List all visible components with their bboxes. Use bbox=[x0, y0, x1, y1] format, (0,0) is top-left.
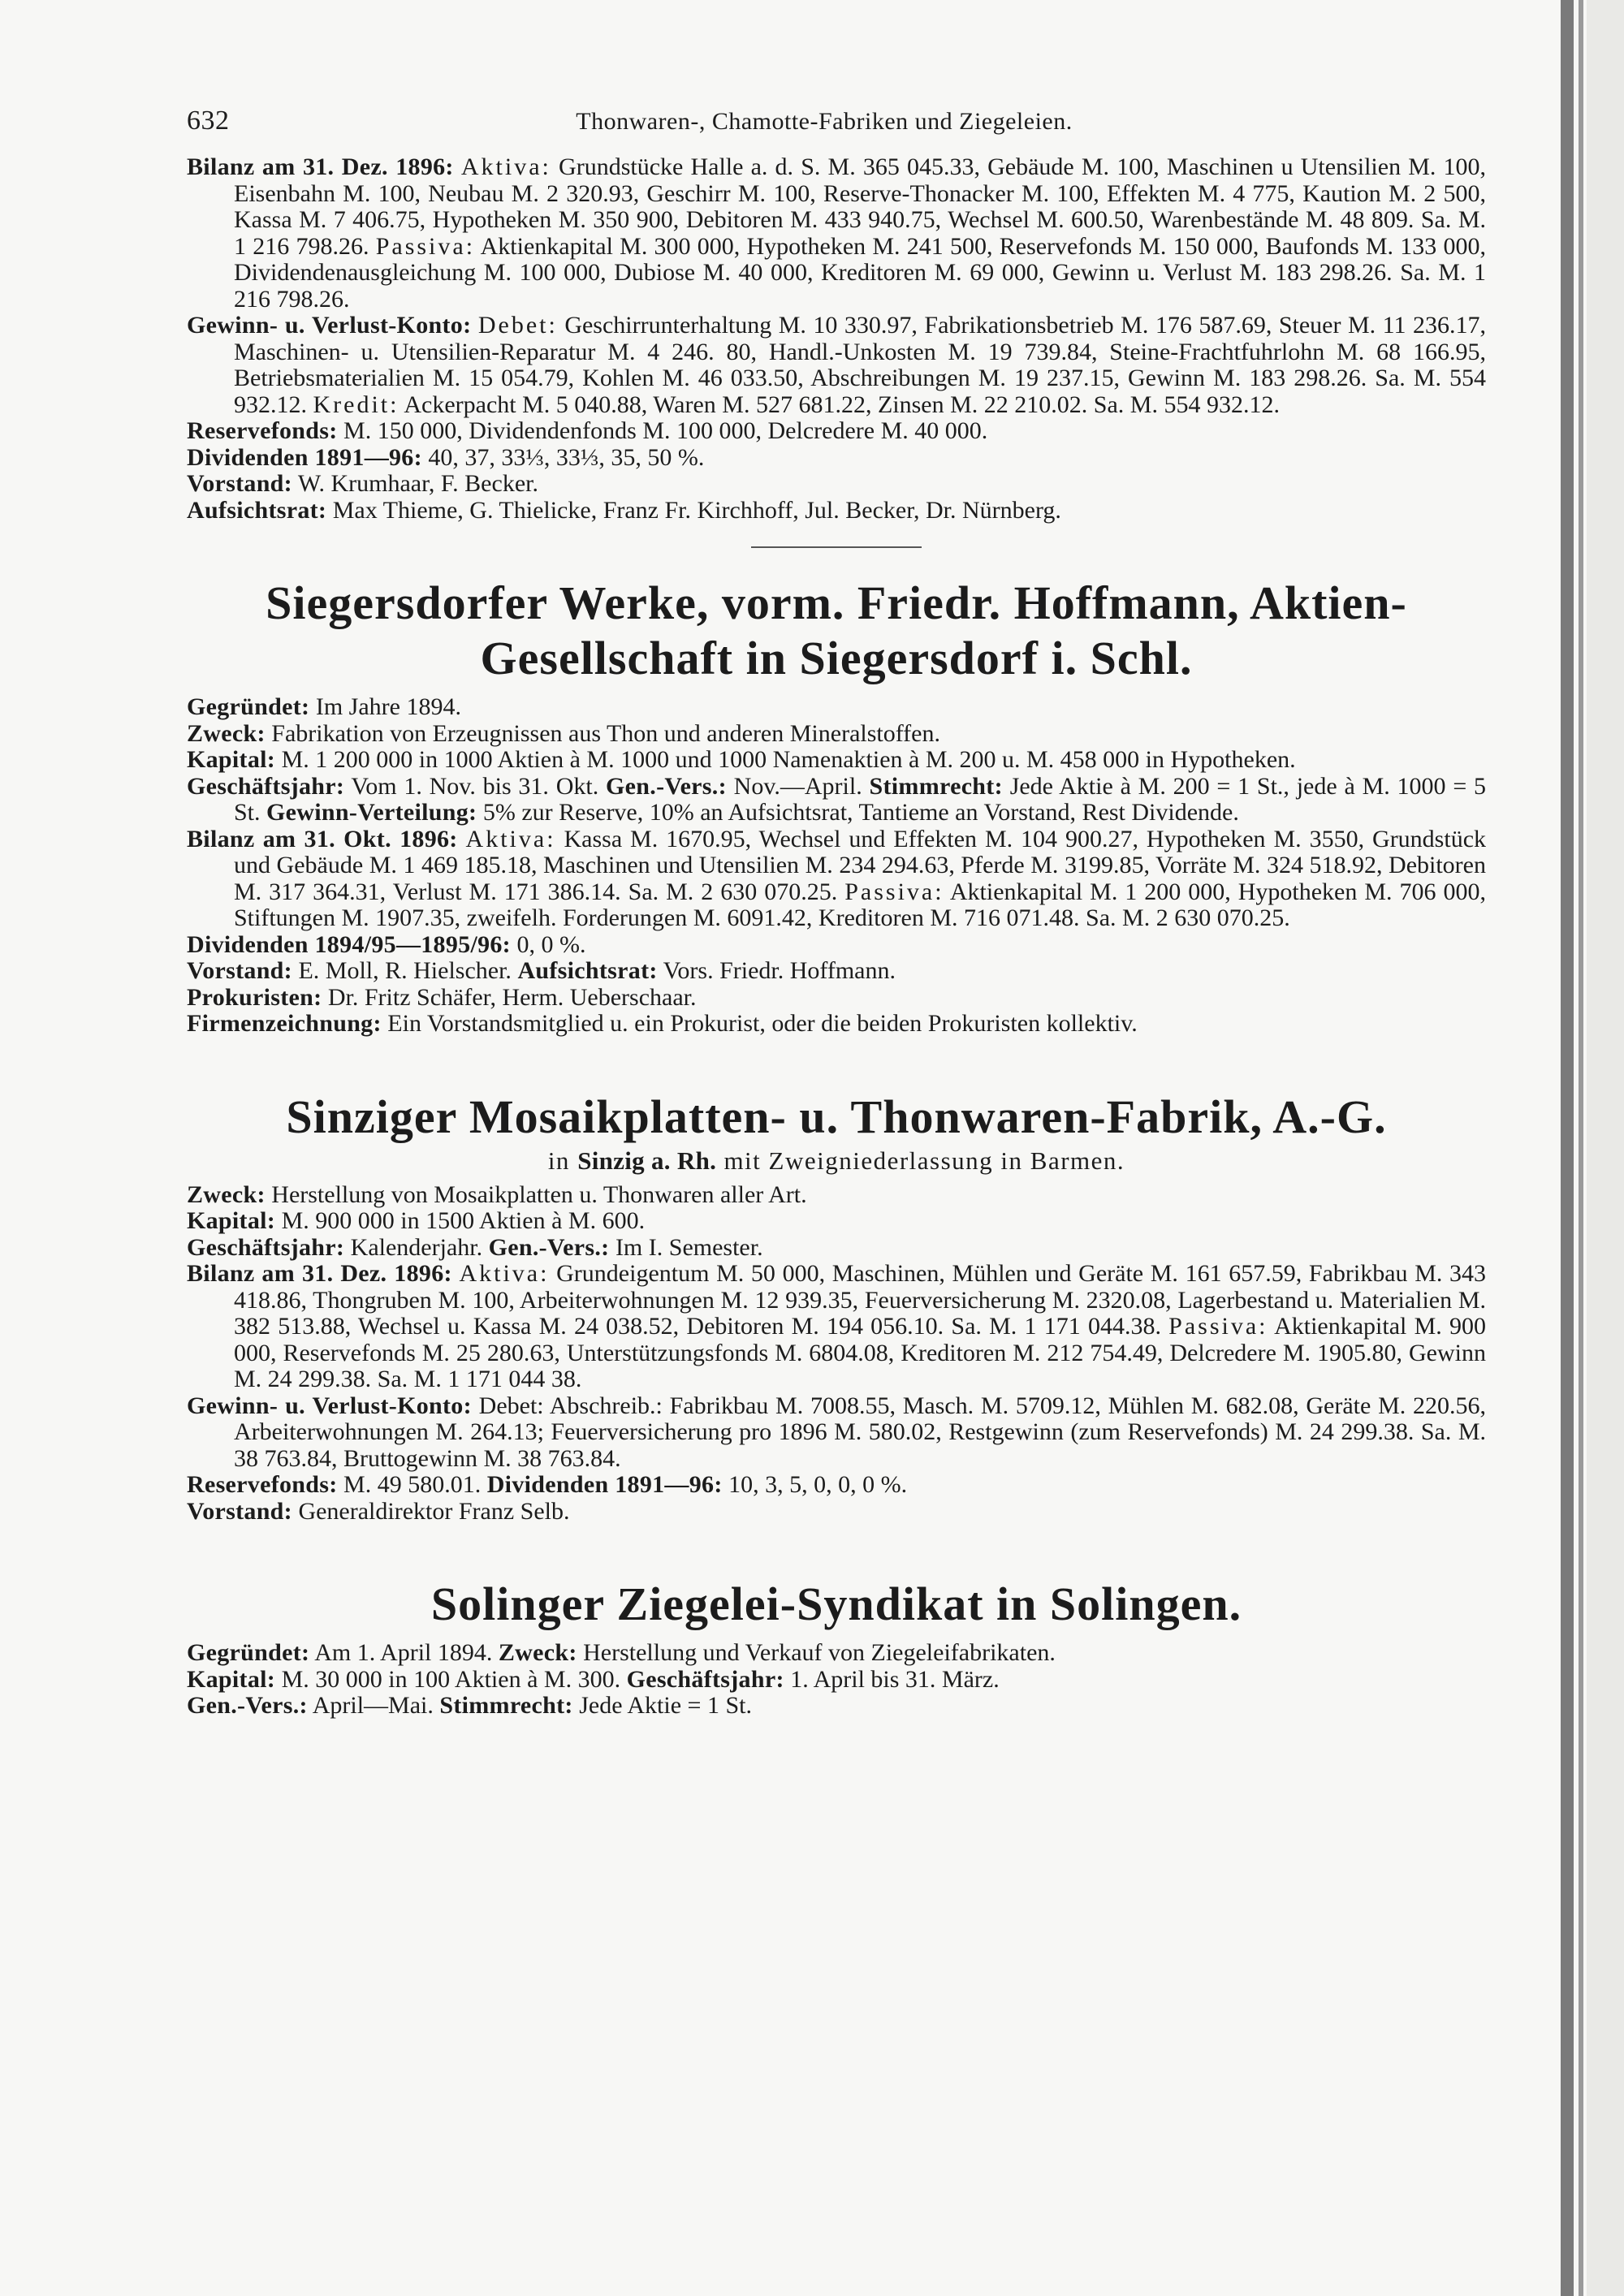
gegruendet-text: Im Jahre 1894. bbox=[315, 693, 461, 720]
kapital-key: Kapital: bbox=[187, 1665, 276, 1693]
gegruendet-key: Gegründet: bbox=[187, 693, 310, 720]
guv-entry bbox=[187, 313, 1486, 418]
zweck-text: Herstellung von Mosaikplatten u. Thonwaren aller Art. bbox=[271, 1180, 807, 1208]
zweck-text: Fabrikation von Erzeugnissen aus Thon und anderen Mineralstoffen. bbox=[271, 719, 940, 747]
subtitle-prefix: in bbox=[547, 1146, 570, 1175]
passiva-label: Passiva: bbox=[1168, 1313, 1268, 1340]
dividend-text: 0, 0 %. bbox=[516, 930, 586, 958]
dividend-entry bbox=[187, 932, 1486, 959]
debet-label: Debet: bbox=[477, 312, 558, 339]
book-spine-shadow bbox=[1561, 0, 1574, 2296]
genvers-text: April—Mai. bbox=[312, 1692, 434, 1719]
zweck-entry bbox=[187, 721, 1486, 748]
debet-text: Geschirrunterhaltung M. 10 330.97, Fabrikationsbetrieb M. 176 587.69, Steuer M. 11 236.17, Maschinen- u. Utensilien-Reparatur M. 4 246. 80, Handl.-Unkosten M. 19 739.84, Steine-Frachtfuhrlohn M. 68 166.95, Betriebsmaterialien M. 15 054.79, Kohlen M. 46 033.50, Abschreibungen M. 19 237.15, Gewinn M. 183 298.26. Sa. M. 554 932.12. bbox=[234, 312, 1486, 418]
kredit-label: Kredit: bbox=[313, 391, 400, 418]
kapital-text: M. 1 200 000 in 1000 Aktien à M. 1000 und 1000 Namenaktien à M. 200 u. M. 458 000 in Hypotheken. bbox=[281, 746, 1296, 773]
zweck-key: Zweck: bbox=[187, 719, 266, 747]
prokuristen-entry bbox=[187, 985, 1486, 1012]
dividend-key: Dividenden 1891—96: bbox=[187, 443, 422, 471]
zweck-entry bbox=[187, 1182, 1486, 1209]
genvers-text: Im I. Semester. bbox=[615, 1233, 763, 1261]
entry-sinziger-mosaikplatten bbox=[187, 1090, 1486, 1526]
dividend-key: Dividenden 1891—96: bbox=[486, 1471, 723, 1498]
genvers-text: Nov.—April. bbox=[733, 772, 862, 800]
kapital-entry bbox=[187, 1667, 1486, 1694]
reserve-key: Reservefonds: bbox=[187, 1471, 338, 1498]
firmenzeichnung-text: Ein Vorstandsmitglied u. ein Prokurist, oder die beiden Prokuristen kollektiv. bbox=[387, 1010, 1138, 1037]
passiva-label: Passiva: bbox=[375, 232, 476, 260]
firmenzeichnung-entry bbox=[187, 1011, 1486, 1038]
vorstand-text: W. Krumhaar, F. Becker. bbox=[297, 470, 538, 497]
firmenzeichnung-key: Firmenzeichnung: bbox=[187, 1010, 382, 1037]
page-number: 632 bbox=[187, 106, 230, 136]
aufsichtsrat-text: Vors. Friedr. Hoffmann. bbox=[663, 957, 896, 984]
geschaeftsjahr-key: Geschäftsjahr: bbox=[187, 772, 345, 800]
vorstand-entry bbox=[187, 471, 1486, 498]
dividend-text: 40, 37, 33⅓, 33⅓, 35, 50 %. bbox=[428, 443, 705, 471]
vorstand-entry bbox=[187, 1499, 1486, 1526]
vorstand-text: E. Moll, R. Hielscher. bbox=[298, 957, 512, 984]
geschaeftsjahr-text: 1. April bis 31. März. bbox=[790, 1665, 1000, 1693]
debet-text: Abschreib.: Fabrikbau M. 7008.55, Masch. M. 5709.12, Mühlen M. 682.08, Geräte M. 220.56, Arbeiterwohnungen M. 264.13; Feuerversicherung pro 1896 M. 580.02, Restgewinn (zum Reservefonds) M. 24 299.38. Sa. M. 38 763.84, Bruttogewinn M. 38 763.84. bbox=[234, 1392, 1487, 1472]
stimmrecht-key: Stimmrecht: bbox=[439, 1692, 573, 1719]
guv-key: Gewinn- u. Verlust-Konto: bbox=[187, 1392, 472, 1419]
passiva-text: Aktienkapital M. 1 200 000, Hypotheken M. 706 000, Stiftungen M. 1907.35, zweifelh. Forderungen M. 6091.42, Kreditoren M. 716 071.48. Sa. M. 2 630 070.25. bbox=[234, 878, 1486, 931]
geschaeftsjahr-key: Geschäftsjahr: bbox=[626, 1665, 784, 1693]
bilanz-entry bbox=[187, 826, 1486, 932]
stimmrecht-text: Jede Aktie à M. 200 = 1 St., jede à M. 1000 = 5 St. bbox=[234, 772, 1487, 826]
genvers-key: Gen.-Vers.: bbox=[606, 772, 727, 800]
gegruendet-entry bbox=[187, 1640, 1486, 1667]
kapital-key: Kapital: bbox=[187, 1207, 276, 1234]
gegruendet-entry bbox=[187, 694, 1486, 721]
zweck-key: Zweck: bbox=[187, 1180, 266, 1208]
prokuristen-text: Dr. Fritz Schäfer, Herm. Ueberschaar. bbox=[327, 983, 697, 1011]
entry-solinger-ziegelei-syndikat bbox=[187, 1577, 1486, 1720]
bilanz-entry bbox=[187, 154, 1486, 313]
geschaeftsjahr-entry bbox=[187, 1235, 1486, 1262]
passiva-label: Passiva: bbox=[844, 878, 944, 905]
kapital-entry bbox=[187, 747, 1486, 774]
aktiva-text: Grundstücke Halle a. d. S. M. 365 045.33, Gebäude M. 100, Maschinen u Utensilien M. 100, Eisenbahn M. 100, Neubau M. 2 320.93, Geschirr M. 100, Reserve-Thonacker M. 100, Effekten M. 4 775, Kaution M. 2 500, Kassa M. 7 406.75, Hypotheken M. 350 900, Debitoren M. 433 940.75, Wechsel M. 600.50, Warenbestände M. 48 809. Sa. M. 1 216 798.26. bbox=[234, 153, 1487, 260]
stimmrecht-text: Jede Aktie = 1 St. bbox=[579, 1692, 752, 1719]
company-title: Solinger Ziegelei-Syndikat in Solingen. bbox=[430, 1577, 1242, 1630]
geschaeftsjahr-text: Vom 1. Nov. bis 31. Okt. bbox=[351, 772, 599, 800]
reserve-text: M. 49 580.01. bbox=[343, 1471, 482, 1498]
entry-siegersdorfer-werke bbox=[187, 576, 1486, 1038]
aktiva-text: Grundeigentum M. 50 000, Maschinen, Mühlen und Geräte M. 161 657.59, Fabrikbau M. 343 418.86, Thongruben M. 100, Arbeiterwohnungen M. 12 939.35, Feuerversicherung M. 2320.08, Lagerbestand u. Materialien M. 382 513.88, Wechsel u. Kassa M. 24 038.52, Debitoren M. 194 056.10. Sa. M. 1 171 044.38. bbox=[234, 1260, 1487, 1340]
vorstand-key: Vorstand: bbox=[187, 957, 292, 984]
guv-entry bbox=[187, 1393, 1486, 1473]
aktiva-label: Aktiva: bbox=[460, 153, 551, 180]
bilanz-key: Bilanz am 31. Dez. 1896: bbox=[187, 1260, 452, 1287]
kredit-text: Ackerpacht M. 5 040.88, Waren M. 527 681.22, Zinsen M. 22 210.02. Sa. M. 554 932.12. bbox=[404, 391, 1280, 418]
debet-label: Debet: bbox=[478, 1392, 544, 1419]
vorstand-key: Vorstand: bbox=[187, 1497, 292, 1525]
reserve-key: Reservefonds: bbox=[187, 417, 338, 444]
reserve-entry bbox=[187, 418, 1486, 445]
geschaeftsjahr-key: Geschäftsjahr: bbox=[187, 1233, 345, 1261]
company-title: Siegersdorfer Werke, vorm. Friedr. Hoffmann, Aktien-Gesellschaft in Siegersdorf i. Schl. bbox=[266, 576, 1407, 684]
kapital-key: Kapital: bbox=[187, 746, 276, 773]
genvers-key: Gen.-Vers.: bbox=[187, 1692, 308, 1719]
page-margin-edge bbox=[1587, 0, 1624, 2296]
gewinnverteilung-key: Gewinn-Verteilung: bbox=[266, 799, 477, 826]
gegruendet-text: Am 1. April 1894. bbox=[314, 1639, 493, 1666]
gewinnverteilung-text: 5% zur Reserve, 10% an Aufsichtsrat, Tantieme an Vorstand, Rest Dividende. bbox=[482, 799, 1239, 826]
company-subtitle bbox=[187, 1145, 1486, 1177]
aktiva-text: Kassa M. 1670.95, Wechsel und Effekten M. 104 900.27, Hypotheken M. 3550, Grundstück und Gebäude M. 1 469 185.18, Maschinen und Utensilien M. 234 294.63, Pferde M. 3199.85, Vorräte M. 324 518.92, Debitoren M. 317 364.31, Verlust M. 171 386.14. Sa. M. 2 630 070.25. bbox=[234, 825, 1487, 905]
section-divider bbox=[751, 546, 922, 548]
entry-previous-company bbox=[187, 154, 1486, 524]
running-title: Thonwaren-, Chamotte-Fabriken und Ziegeleien. bbox=[576, 108, 1073, 135]
stimmrecht-key: Stimmrecht: bbox=[869, 772, 1003, 800]
kapital-text: M. 900 000 in 1500 Aktien à M. 600. bbox=[281, 1207, 646, 1234]
vorstand-key: Vorstand: bbox=[187, 470, 292, 497]
prokuristen-key: Prokuristen: bbox=[187, 983, 322, 1011]
passiva-text: Aktienkapital M. 900 000, Reservefonds M. 25 280.63, Unterstützungsfonds M. 6804.08, Kreditoren M. 212 754.49, Delcredere M. 1905.80, Gewinn M. 24 299.38. Sa. M. 1 171 044 38. bbox=[234, 1313, 1486, 1392]
vorstand-entry bbox=[187, 958, 1486, 985]
bilanz-key: Bilanz am 31. Dez. 1896: bbox=[187, 153, 454, 180]
dividend-text: 10, 3, 5, 0, 0, 0 %. bbox=[728, 1471, 908, 1498]
guv-key: Gewinn- u. Verlust-Konto: bbox=[187, 312, 472, 339]
company-title: Sinziger Mosaikplatten- u. Thonwaren-Fabrik, A.-G. bbox=[286, 1090, 1387, 1143]
zweck-key: Zweck: bbox=[498, 1639, 577, 1666]
reserve-text: M. 150 000, Dividendenfonds M. 100 000, Delcredere M. 40 000. bbox=[343, 417, 988, 444]
subtitle-place: Sinzig a. Rh. bbox=[577, 1146, 717, 1175]
aktiva-label: Aktiva: bbox=[459, 1260, 550, 1287]
genvers-entry bbox=[187, 1693, 1486, 1720]
subtitle-suffix: mit Zweigniederlassung in Barmen. bbox=[723, 1146, 1125, 1175]
aufsichtsrat-key: Aufsichtsrat: bbox=[517, 957, 658, 984]
aufsichtsrat-text: Max Thieme, G. Thielicke, Franz Fr. Kirchhoff, Jul. Becker, Dr. Nürnberg. bbox=[332, 496, 1061, 524]
running-header bbox=[187, 106, 1486, 154]
aufsichtsrat-key: Aufsichtsrat: bbox=[187, 496, 327, 524]
geschaeftsjahr-entry bbox=[187, 774, 1486, 826]
dividend-entry bbox=[187, 445, 1486, 472]
bilanz-key: Bilanz am 31. Okt. 1896: bbox=[187, 825, 458, 852]
vorstand-text: Generaldirektor Franz Selb. bbox=[298, 1497, 570, 1525]
kapital-text: M. 30 000 in 100 Aktien à M. 300. bbox=[281, 1665, 621, 1693]
dividend-key: Dividenden 1894/95—1895/96: bbox=[187, 930, 511, 958]
aufsichtsrat-entry bbox=[187, 498, 1486, 524]
bilanz-entry bbox=[187, 1261, 1486, 1393]
aktiva-label: Aktiva: bbox=[465, 825, 556, 852]
reserve-entry bbox=[187, 1472, 1486, 1499]
zweck-text: Herstellung und Verkauf von Ziegeleifabrikaten. bbox=[583, 1639, 1056, 1666]
genvers-key: Gen.-Vers.: bbox=[488, 1233, 610, 1261]
book-spine-line bbox=[1579, 0, 1583, 2296]
passiva-text: Aktienkapital M. 300 000, Hypotheken M. 241 500, Reservefonds M. 150 000, Baufonds M. 133 000, Dividendenausgleichung M. 100 000, Dubiose M. 40 000, Kreditoren M. 69 000, Gewinn u. Verlust M. 183 298.26. Sa. M. 1 216 798.26. bbox=[234, 232, 1486, 313]
kapital-entry bbox=[187, 1208, 1486, 1235]
gegruendet-key: Gegründet: bbox=[187, 1639, 310, 1666]
text-column bbox=[187, 106, 1486, 1720]
geschaeftsjahr-text: Kalenderjahr. bbox=[350, 1233, 483, 1261]
